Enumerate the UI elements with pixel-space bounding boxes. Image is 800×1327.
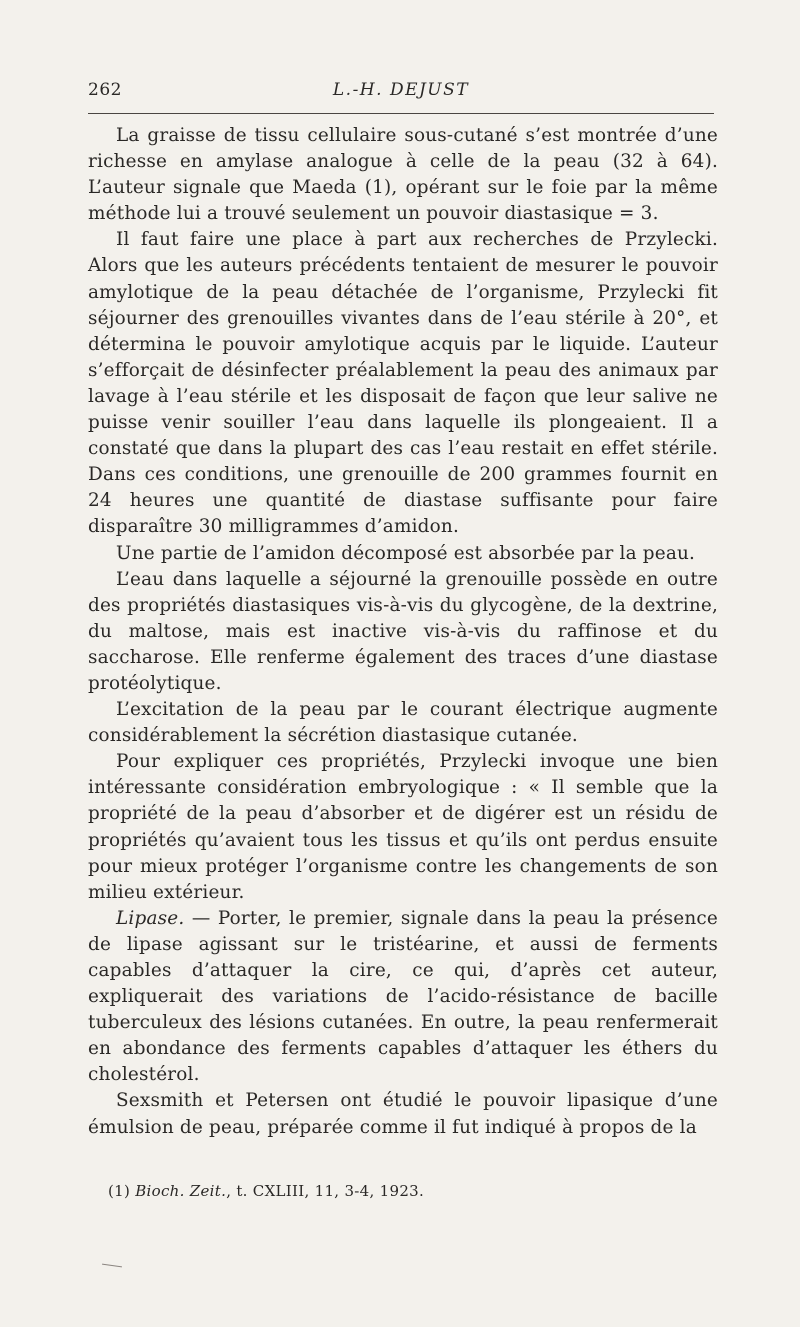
footnote	[108, 1182, 708, 1200]
header-rule	[88, 113, 714, 114]
paragraph-przylecki: Il faut faire une place à part aux recherches de Przylecki. Alors que les auteurs précédents tentaient de mesurer le pouvoir amylotique de la peau détachée de l’organisme, Przylecki fit séjourner des grenouilles vivantes dans de l’eau stérile à 20°, et détermina le pouvoir amylotique acquis par le liquide. L’auteur s’efforçait de désinfecter préalablement la peau des animaux par lavage à l’eau stérile et les disposait de façon que leur salive ne puisse venir souiller l’eau dans laquelle ils plongeaient. Il a constaté que dans la plupart des cas l’eau restait en effet stérile. Dans ces conditions, une grenouille de 200 grammes fournit en 24 heures une quantité de diastase suffisante pour faire disparaître 30 milligrammes d’amidon.	[88, 229, 718, 538]
page-number: 262	[88, 80, 122, 100]
paragraph-excitation: L’excitation de la peau par le courant électrique augmente considérablement la sécrétion diastasique cutanée.	[88, 699, 718, 747]
body-text	[88, 123, 718, 1141]
paragraph-eau-proprietes: L’eau dans laquelle a séjourné la grenouille possède en outre des propriétés diastasiques vis-à-vis du glycogène, de la dextrine, du maltose, mais est inactive vis-à-vis du raffinose et du saccharose. Elle renferme également des traces d’une diastase protéolytique.	[88, 568, 718, 694]
paragraph-amylase-graisse: La graisse de tissu cellulaire sous-cutané s’est montrée d’une richesse en amylase analogue à celle de la peau (32 à 64). L’auteur signale que Maeda (1), opérant sur le foie par la même méthode lui a trouvé seulement un pouvoir diastasique = 3.	[88, 125, 718, 225]
paragraph-lipase-text: — Porter, le premier, signale dans la peau la présence de lipase agissant sur le tristéarine, et aussi de ferments capables d’attaquer la cire, ce qui, d’après cet auteur, expliquerait des variations de l’acido-résistance de bacille tuberculeux des lésions cutanées. En outre, la peau renfermerait en abondance des ferments capables d’attaquer les éthers du cholestérol.	[88, 907, 718, 1086]
paragraph-amidon-absorbe: Une partie de l’amidon décomposé est absorbée par la peau.	[116, 542, 696, 564]
paragraph-embryologique: Pour expliquer ces propriétés, Przylecki invoque une bien intéressante considération embryologique : « Il semble que la propriété de la peau d’absorber et de digérer est un résidu de propriétés qu’avaient tous les tissus et qu’ils ont perdus ensuite pour mieux protéger l’organisme contre les changements de son milieu extérieur.	[88, 751, 718, 903]
page-header	[88, 80, 714, 104]
running-title: L.-H. DEJUST	[332, 80, 470, 100]
footnote-marker: (1)	[108, 1182, 131, 1200]
paragraph-lipase	[88, 906, 718, 1089]
paragraph-sexsmith: Sexsmith et Petersen ont étudié le pouvoir lipasique d’une émulsion de peau, préparée comme il fut indiqué à propos de la	[88, 1090, 718, 1138]
stray-ink-mark	[102, 1264, 122, 1268]
footnote-reference: , t. CXLIII, 11, 3-4, 1923.	[226, 1182, 425, 1200]
section-heading-lipase: Lipase.	[116, 907, 185, 929]
footnote-journal: Bioch. Zeit.	[135, 1182, 227, 1200]
